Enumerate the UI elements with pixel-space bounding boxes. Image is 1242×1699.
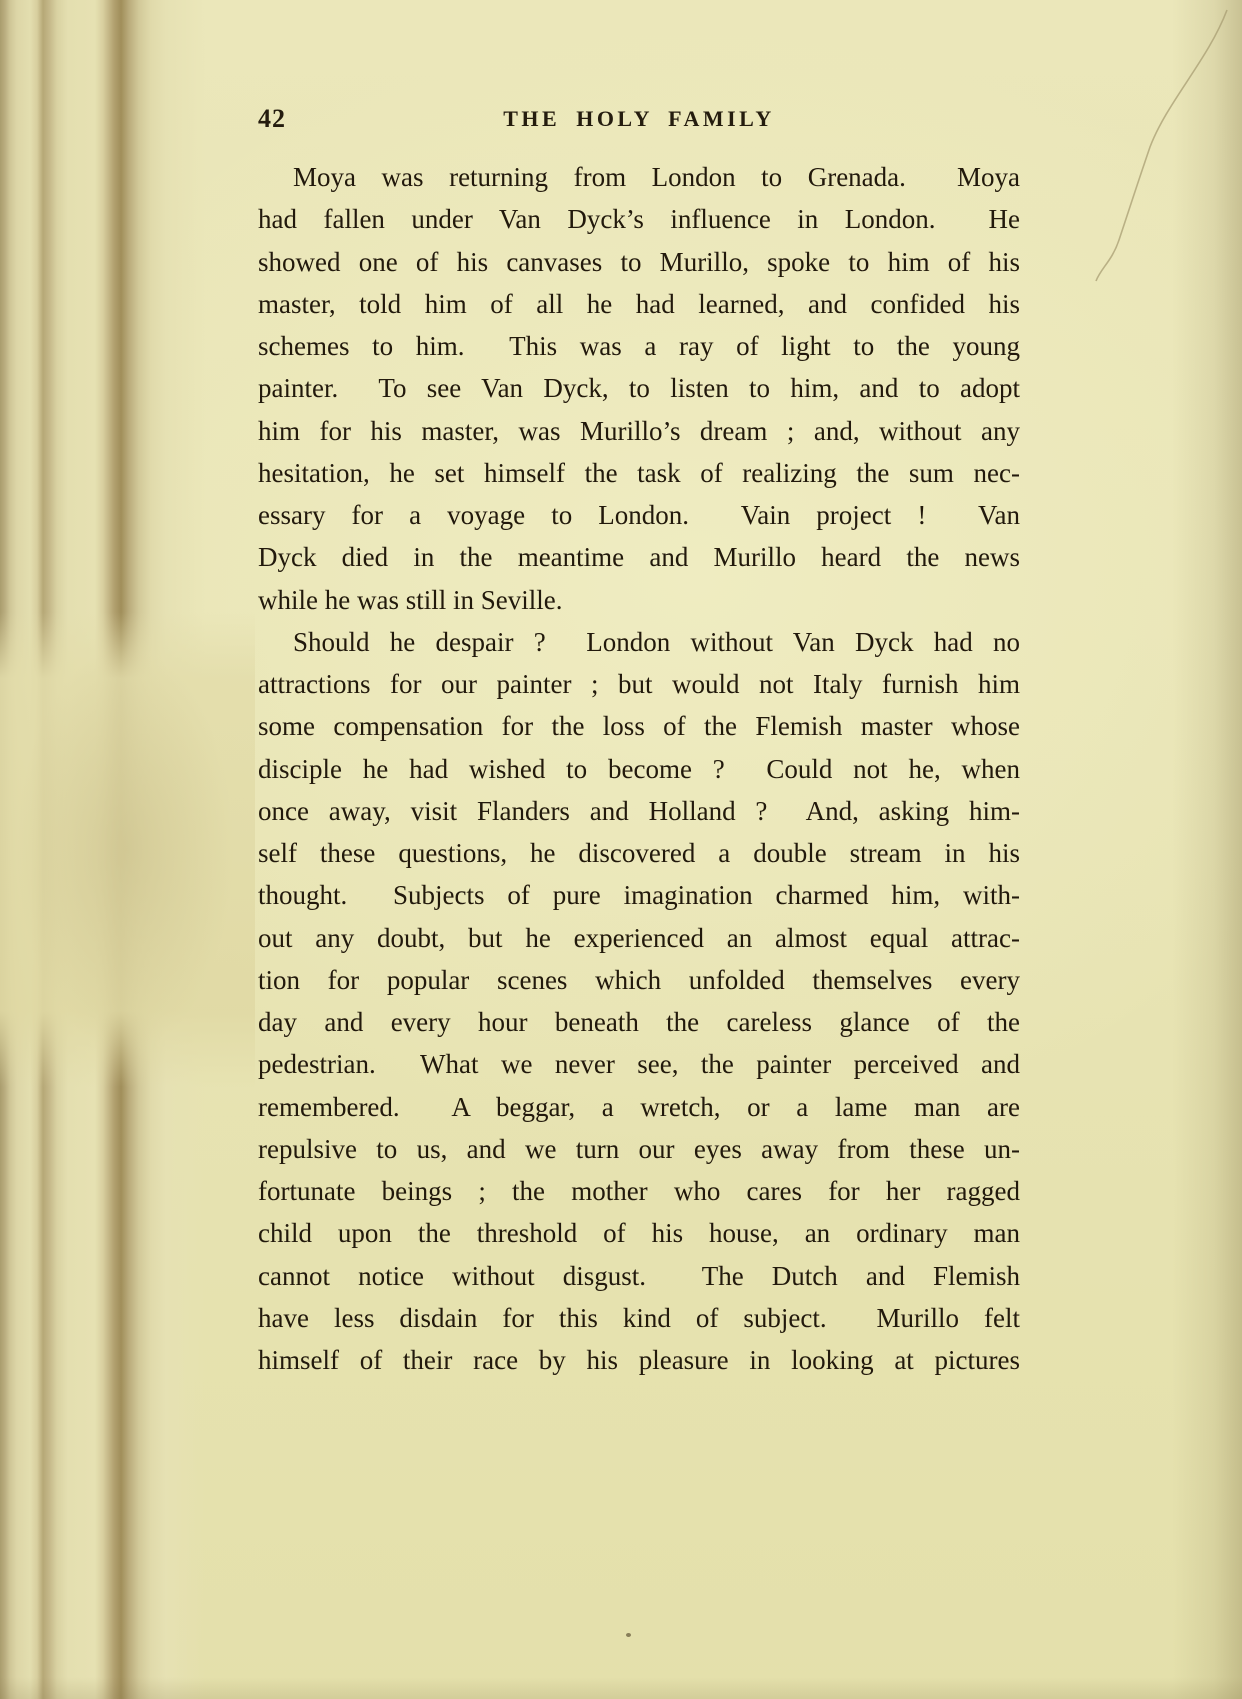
page-number: 42 bbox=[258, 104, 286, 133]
text-line: himself of their race by his pleasure in looking at pictures bbox=[258, 1345, 1020, 1375]
paper-speck bbox=[626, 1633, 631, 1637]
text-line: had fallen under Van Dyck’s influence in London. He bbox=[258, 204, 1020, 235]
text-line: tion for popular scenes which unfolded themselves every bbox=[258, 964, 1020, 995]
paragraph bbox=[258, 156, 1020, 621]
running-title: THE HOLY FAMILY bbox=[503, 106, 775, 131]
text-line: while he was still in Seville. bbox=[258, 584, 563, 615]
page-header bbox=[258, 103, 1020, 137]
text-line: some compensation for the loss of the Flemish master whose bbox=[258, 711, 1020, 742]
text-line: pedestrian. What we never see, the painter perceived and bbox=[258, 1049, 1020, 1080]
text-line: schemes to him. This was a ray of light to the young bbox=[258, 331, 1020, 361]
text-line: him for his master, was Murillo’s dream ; and, without any bbox=[258, 415, 1020, 446]
text-line: hesitation, he set himself the task of realizing the sum nec- bbox=[258, 457, 1020, 488]
binding-blur-region bbox=[0, 612, 255, 1087]
text-line: Dyck died in the meantime and Murillo heard the news bbox=[258, 542, 1020, 573]
text-line: have less disdain for this kind of subject. Murillo felt bbox=[258, 1302, 1020, 1333]
text-line: master, told him of all he had learned, and confided his bbox=[258, 288, 1020, 319]
text-line: repulsive to us, and we turn our eyes away from these un- bbox=[258, 1133, 1020, 1164]
text-line: cannot notice without disgust. The Dutch and Flemish bbox=[258, 1260, 1020, 1291]
text-line: essary for a voyage to London. Vain project ! Van bbox=[258, 500, 1020, 530]
text-line: child upon the threshold of his house, an ordinary man bbox=[258, 1218, 1020, 1249]
text-line: attractions for our painter ; but would not Italy furnish him bbox=[258, 669, 1020, 699]
text-line: fortunate beings ; the mother who cares for her ragged bbox=[258, 1176, 1020, 1206]
text-line: thought. Subjects of pure imagination charmed him, with- bbox=[258, 880, 1020, 911]
paragraph bbox=[258, 621, 1020, 1382]
text-line: once away, visit Flanders and Holland ? And, asking him- bbox=[258, 795, 1020, 826]
text-line: Should he despair ? London without Van Dyck had no bbox=[293, 626, 1020, 657]
text-line: painter. To see Van Dyck, to listen to him, and to adopt bbox=[258, 373, 1020, 404]
text-line: day and every hour beneath the careless glance of the bbox=[258, 1007, 1020, 1037]
text-line: out any doubt, but he experienced an almost equal attrac- bbox=[258, 922, 1020, 953]
text-line: disciple he had wished to become ? Could not he, when bbox=[258, 753, 1020, 784]
text-line: self these questions, he discovered a double stream in his bbox=[258, 838, 1020, 868]
text-line: Moya was returning from London to Grenada. Moya bbox=[293, 162, 1020, 192]
text-line: showed one of his canvases to Murillo, spoke to him of his bbox=[258, 246, 1020, 277]
page-text bbox=[258, 156, 1020, 1381]
text-line: remembered. A beggar, a wretch, or a lame man are bbox=[258, 1091, 1020, 1122]
